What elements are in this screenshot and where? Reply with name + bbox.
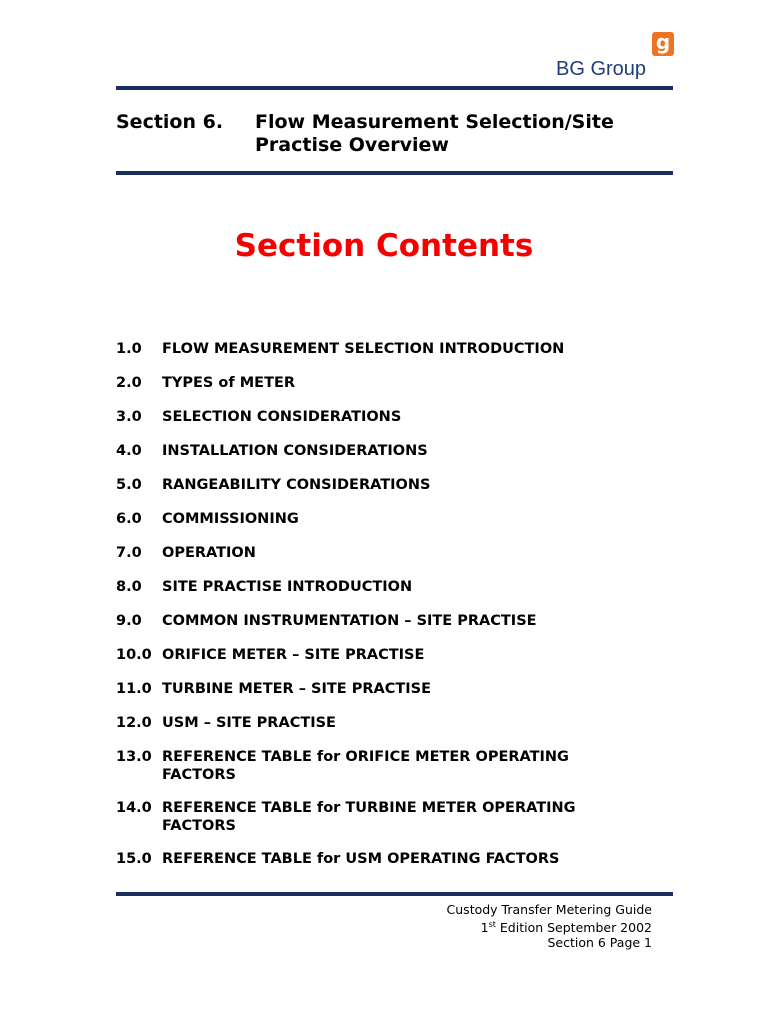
- footer-page-number: Section 6 Page 1: [547, 935, 652, 951]
- toc-number: 12.0: [116, 715, 152, 731]
- header-divider-top: [116, 86, 673, 90]
- toc-number: 7.0: [116, 545, 142, 561]
- toc-text: SITE PRACTISE INTRODUCTION: [162, 579, 413, 595]
- toc-number: 9.0: [116, 613, 142, 629]
- toc-text: REFERENCE TABLE for ORIFICE METER OPERATING FACTORS: [162, 749, 569, 783]
- toc-text: SELECTION CONSIDERATIONS: [162, 409, 402, 425]
- toc-number: 14.0: [116, 800, 152, 816]
- footer-edition: 1st Edition September 2002: [480, 920, 652, 936]
- bg-logo-mark-icon: g: [652, 32, 674, 56]
- section-title: Flow Measurement Selection/Site Practise Overview: [255, 111, 614, 156]
- toc-number: 2.0: [116, 375, 142, 391]
- toc-number: 6.0: [116, 511, 142, 527]
- contents-title: Section Contents: [234, 228, 534, 264]
- toc-text: FLOW MEASUREMENT SELECTION INTRODUCTION: [162, 341, 565, 357]
- section-number: Section 6.: [116, 111, 224, 133]
- toc-text: OPERATION: [162, 545, 256, 561]
- toc-number: 4.0: [116, 443, 142, 459]
- toc-number: 5.0: [116, 477, 142, 493]
- toc-number: 11.0: [116, 681, 152, 697]
- toc-text: COMMISSIONING: [162, 511, 299, 527]
- toc-text: TURBINE METER – SITE PRACTISE: [162, 681, 431, 697]
- logo-text: BG Group: [556, 58, 647, 80]
- toc-text: ORIFICE METER – SITE PRACTISE: [162, 647, 425, 663]
- toc-text: COMMON INSTRUMENTATION – SITE PRACTISE: [162, 613, 537, 629]
- toc-number: 3.0: [116, 409, 142, 425]
- toc-number: 13.0: [116, 749, 152, 765]
- toc-number: 1.0: [116, 341, 142, 357]
- header-divider-bottom: [116, 171, 673, 175]
- footer-guide-title: Custody Transfer Metering Guide: [446, 902, 652, 917]
- toc-text: TYPES of METER: [162, 375, 296, 391]
- toc-number: 15.0: [116, 851, 152, 867]
- toc-text: RANGEABILITY CONSIDERATIONS: [162, 477, 431, 493]
- toc-text: INSTALLATION CONSIDERATIONS: [162, 443, 428, 459]
- page-footer: [447, 902, 652, 950]
- bg-group-logo: [556, 32, 674, 84]
- toc-text: USM – SITE PRACTISE: [162, 715, 336, 731]
- footer-divider: [116, 892, 673, 896]
- toc-text: REFERENCE TABLE for USM OPERATING FACTORS: [162, 851, 560, 867]
- toc-number: 8.0: [116, 579, 142, 595]
- toc-text: REFERENCE TABLE for TURBINE METER OPERATING FACTORS: [162, 800, 576, 834]
- toc-number: 10.0: [116, 647, 152, 663]
